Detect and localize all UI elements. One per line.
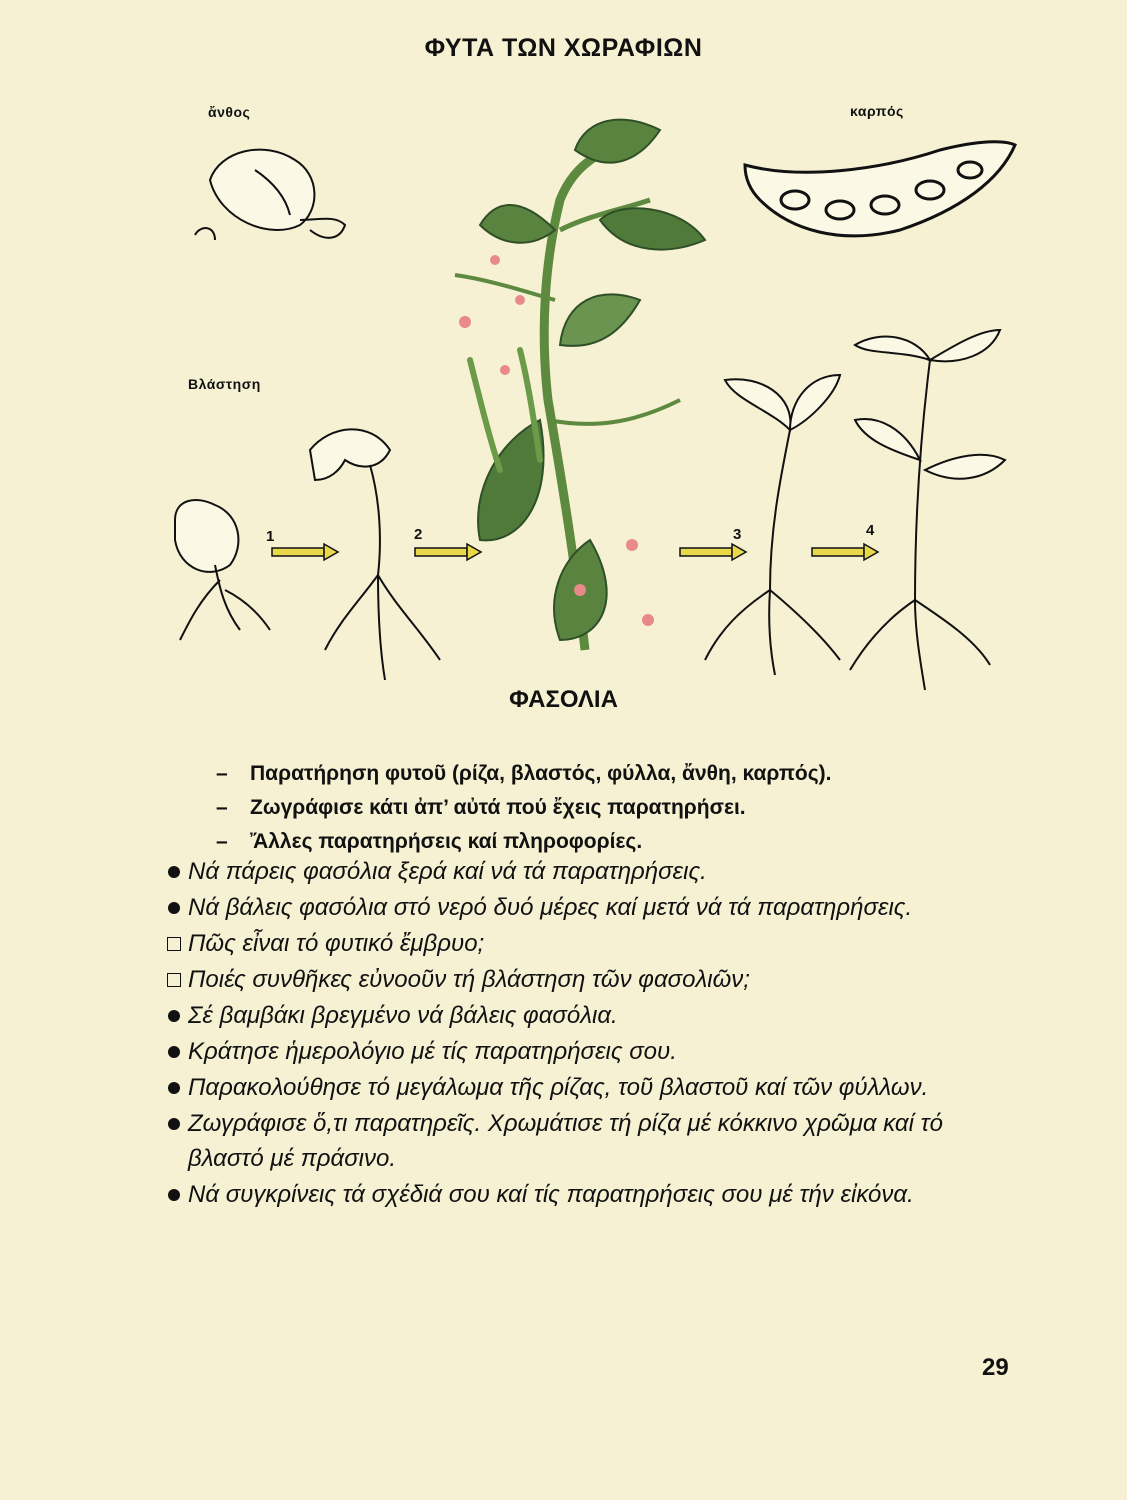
step-number-2: 2 bbox=[414, 526, 423, 543]
observation-item: – Ζωγράφισε κάτι ἀπ’ αὐτά πού ἔχεις παρατηρήσει. bbox=[216, 791, 831, 825]
task-item: Νά πάρεις φασόλια ξερά καί νά τά παρατηρήσεις. bbox=[160, 854, 1020, 889]
pod-drawing bbox=[745, 142, 1015, 236]
task-item: Νά βάλεις φασόλια στό νερό δυό μέρες καί μετά νά τά παρατηρήσεις. bbox=[160, 890, 1020, 925]
bullet-icon bbox=[168, 1118, 180, 1130]
arrow-3-icon bbox=[680, 544, 746, 560]
bullet-icon bbox=[168, 1010, 180, 1022]
task-item: Κράτησε ἡμερολόγιο μέ τίς παρατηρήσεις σου. bbox=[160, 1034, 1020, 1069]
arrow-4-icon bbox=[812, 544, 878, 560]
bullet-icon bbox=[168, 866, 180, 878]
arrow-2-icon bbox=[415, 544, 481, 560]
flower-drawing bbox=[195, 150, 345, 240]
observation-list bbox=[216, 757, 831, 859]
page-title: ΦΥΤΑ ΤΩΝ ΧΩΡΑΦΙΩΝ bbox=[424, 34, 703, 62]
observation-item: – Παρατήρηση φυτοῦ (ρίζα, βλαστός, φύλλα, ἄνθη, καρπός). bbox=[216, 757, 831, 791]
task-item: Ζωγράφισε ὅ,τι παρατηρεῖς. Χρωμάτισε τή ρίζα μέ κόκκινο χρῶμα καί τό βλαστό μέ πράσινο. bbox=[160, 1106, 1020, 1176]
checkbox-square-icon bbox=[167, 973, 181, 987]
step-number-1: 1 bbox=[266, 528, 275, 545]
bullet-icon bbox=[168, 902, 180, 914]
fruit-label: καρπός bbox=[850, 103, 904, 119]
bullet-icon bbox=[168, 1046, 180, 1058]
subject-heading: ΦΑΣΟΛΙΑ bbox=[509, 686, 618, 713]
flower-label: ἄνθος bbox=[208, 104, 251, 120]
bullet-icon bbox=[168, 1189, 180, 1201]
bean-plant-illustration bbox=[455, 120, 705, 650]
step-number-3: 3 bbox=[733, 526, 742, 543]
page-number: 29 bbox=[982, 1354, 1009, 1381]
step-number-4: 4 bbox=[866, 522, 875, 539]
task-list bbox=[160, 854, 1020, 1213]
task-item: Παρακολούθησε τό μεγάλωμα τῆς ρίζας, τοῦ βλαστοῦ καί τῶν φύλλων. bbox=[160, 1070, 1020, 1105]
germination-stage-3 bbox=[705, 375, 840, 675]
germination-stage-1 bbox=[175, 500, 270, 640]
dash-icon: – bbox=[216, 830, 228, 853]
task-item: Πῶς εἶναι τό φυτικό ἔμβρυο; bbox=[160, 926, 1020, 961]
bullet-icon bbox=[168, 1082, 180, 1094]
checkbox-square-icon bbox=[167, 937, 181, 951]
task-item: Σέ βαμβάκι βρεγμένο νά βάλεις φασόλια. bbox=[160, 998, 1020, 1033]
task-item: Ποιές συνθῆκες εὐνοοῦν τή βλάστηση τῶν φασολιῶν; bbox=[160, 962, 1020, 997]
observation-item: – Ἄλλες παρατηρήσεις καί πληροφορίες. bbox=[216, 825, 831, 859]
dash-icon: – bbox=[216, 796, 228, 819]
germination-label: Βλάστηση bbox=[188, 376, 261, 392]
task-item: Νά συγκρίνεις τά σχέδιά σου καί τίς παρατηρήσεις σου μέ τήν εἰκόνα. bbox=[160, 1177, 1020, 1212]
arrow-1-icon bbox=[272, 544, 338, 560]
germination-stage-4 bbox=[850, 330, 1005, 690]
dash-icon: – bbox=[216, 762, 228, 785]
